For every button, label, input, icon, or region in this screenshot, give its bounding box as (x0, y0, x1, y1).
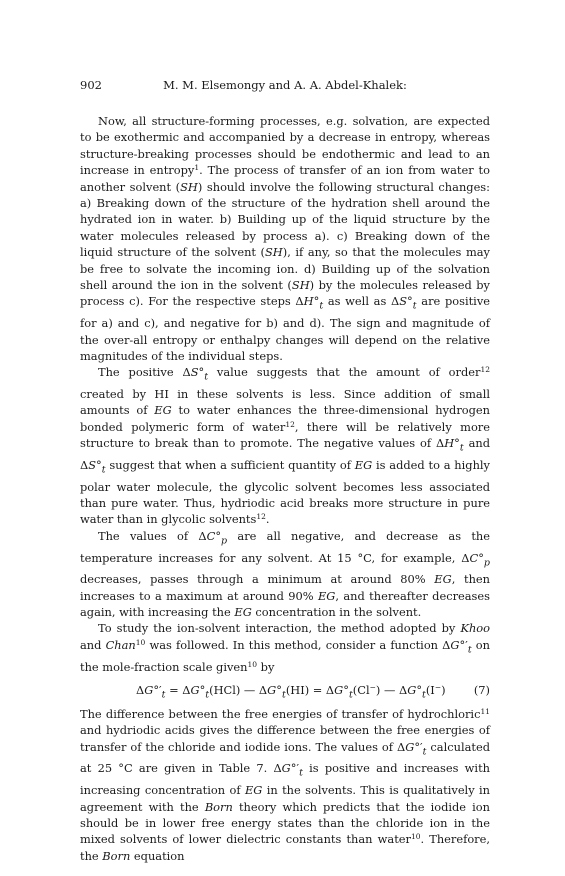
page-number: 902 (80, 78, 102, 92)
equation-7 (80, 679, 490, 702)
equation-body: $\Delta G^\circ'_t = \Delta G^\circ_t(HCl)$ — $\Delta G^\circ_t(HI) = \Delta G^\circ_t(Cl^-)$ — $\Delta G^\circ_t(I^-)$ (136, 682, 446, 701)
body-text (80, 113, 490, 864)
page-header (80, 78, 490, 94)
running-title: M. M. Elsemongy and A. A. Abdel-Khalek: (163, 78, 407, 92)
paragraph-2: The positive $\Delta S^\circ_t$ value suggests that the amount of order$^{12}$ created by HI in these solvents is less. Since addition of small amounts of EG to water enhances the three-dimensional hydrogen bonded polymeric form of water$^{12}$, there will be relatively more structure to break than to promote. The negative values of $\Delta H^\circ_t$ and $\Delta S^\circ_t$ suggest that when a sufficient quantity of EG is added to a highly polar water molecule, the glycolic solvent becomes less associated than pure water. Thus, hydriodic acid breaks more structure in pure water than in glycolic solvents$^{12}$. (80, 365, 490, 527)
paragraph-3: The values of $\Delta C^\circ_p$ are all negative, and decrease as the temperature increases for any solvent. At 15 °C, for example, $\Delta C^\circ_p$ decreases, passes through a minimum at around 80% EG, then increases to a maximum at around 90% EG, and thereafter decreases again, with increasing the EG concentration in the solvent. (80, 528, 491, 620)
paragraph-5: The difference between the free energies of transfer of hydrochloric$^{11}$ and hydriodic acids gives the difference between the free energies of transfer of the chloride and iodide ions. The values of $\Delta G^\circ'_t$ calculated at 25 °C are given in Table 7. $\Delta G^\circ'_t$ is positive and increases with increasing concentration of EG in the solvents. This is qualitatively in agreement with the Born theory which predicts that the iodide ion should be in lower free energy states than the chloride ion in the mixed solvents of lower dielectric constants than water$^{10}$. Therefore, the Born equation (80, 706, 491, 863)
equation-number: (7) (473, 682, 490, 697)
paragraph-4: To study the ion-solvent interaction, the method adopted by Khoo and Chan$^{10}$ was followed. In this method, consider a function $\Delta G^\circ'_t$ on the mole-fraction scale given$^{10}$ by (80, 621, 490, 674)
paragraph-1: Now, all structure-forming processes, e.g. solvation, are expected to be exothermic and accompanied by a decrease in entropy, whereas structure-breaking processes should be endothermic and lead to an increase in entropy$^1$. The process of transfer of an ion from water to another solvent (SH) should involve the following structural changes: a) Breaking down of the structure of the hydration shell around the hydrated ion in water. b) Building up of the liquid structure by the water molecules released by process a). c) Breaking down of the liquid structure of the solvent (SH), if any, so that the molecules may be free to solvate the incoming ion. d) Building up of the solvation shell around the ion in the solvent (SH) by the molecules released by process c). For the respective steps $\Delta H^\circ_t$ as well as $\Delta S^\circ_t$ are positive for a) and c), and negative for b) and d). The sign and magnitude of the over-all entropy or enthalpy changes will depend on the relative magnitudes of the individual steps. (80, 114, 490, 363)
